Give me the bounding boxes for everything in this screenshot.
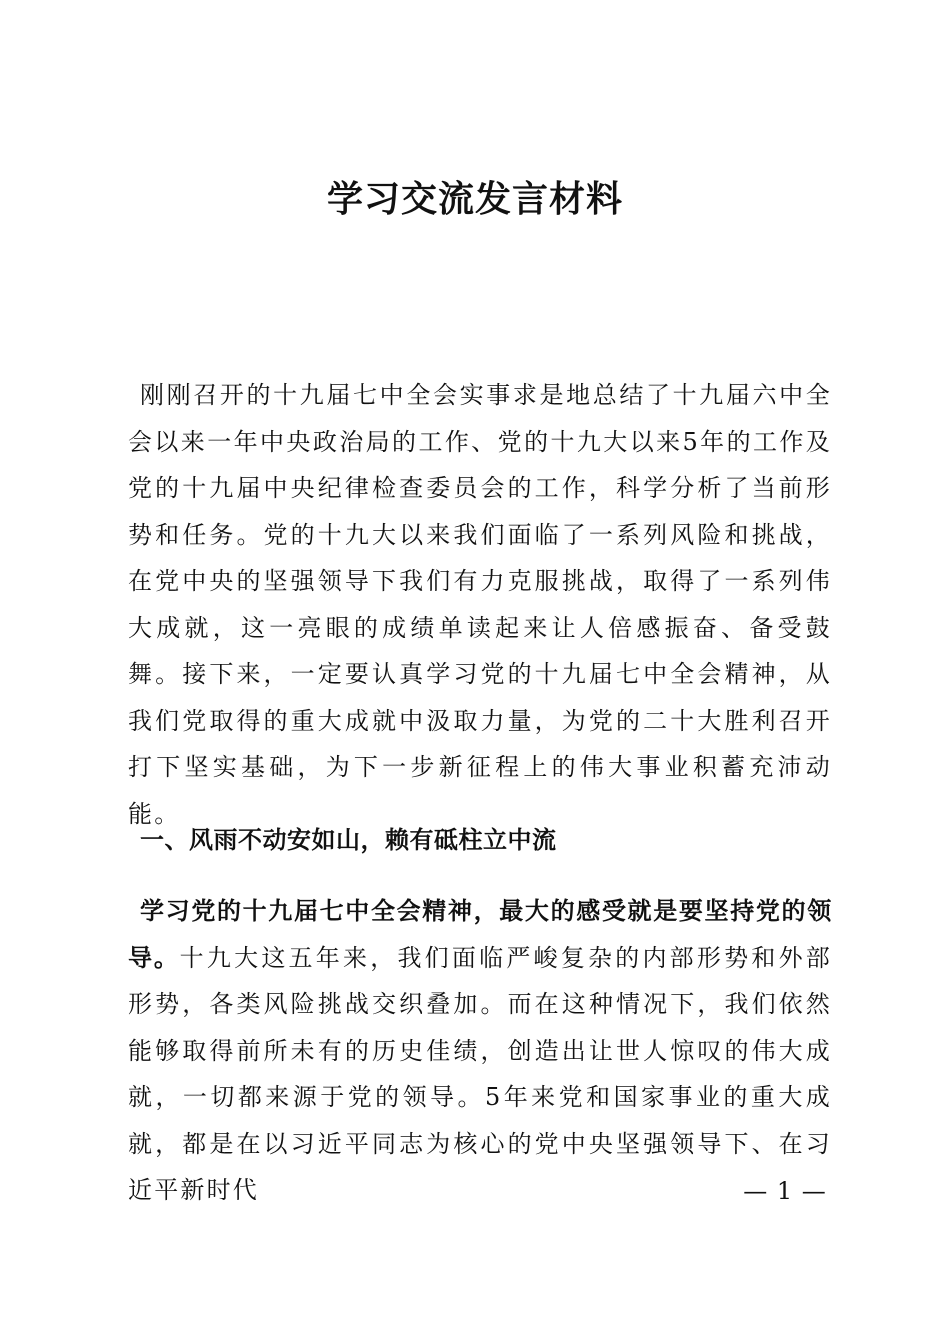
paragraph-lead-sentence: 学习党的十九届七中全会精神，最大的感受就是要坚持党的领导。 [128,897,832,972]
paragraph-body-text: 十九大这五年来，我们面临严峻复杂的内部形势和外部形势，各类风险挑战交织叠加。而在这种情况下，我们依然能够取得前所未有的历史佳绩，创造出让世人惊叹的伟大成就，一切都来源于党的领导。5年来党和国家事业的重大成就，都是在以习近平同志为核心的党中央坚强领导下、在习近平新时代 [128,943,832,1204]
document-title: 学习交流发言材料 [326,178,623,220]
intro-paragraph: 刚刚召开的十九届七中全会实事求是地总结了十九届六中全会以来一年中央政治局的工作、党的十九大以来5年的工作及党的十九届中央纪律检查委员会的工作，科学分析了当前形势和任务。党的十九大以来我们面临了一系列风险和挑战，在党中央的坚强领导下我们有力克服挑战，取得了一系列伟大成就，这一亮眼的成绩单读起来让人倍感振奋、备受鼓舞。接下来，一定要认真学习党的十九届七中全会精神，从我们党取得的重大成就中汲取力量，为党的二十大胜利召开打下坚实基础，为下一步新征程上的伟大事业积蓄充沛动能。 [128,381,832,828]
section-1-paragraph [128,888,832,1214]
section-heading-1: 一、风雨不动安如山，赖有砥柱立中流 [140,826,557,854]
page-number: — 1 — [743,1177,827,1205]
